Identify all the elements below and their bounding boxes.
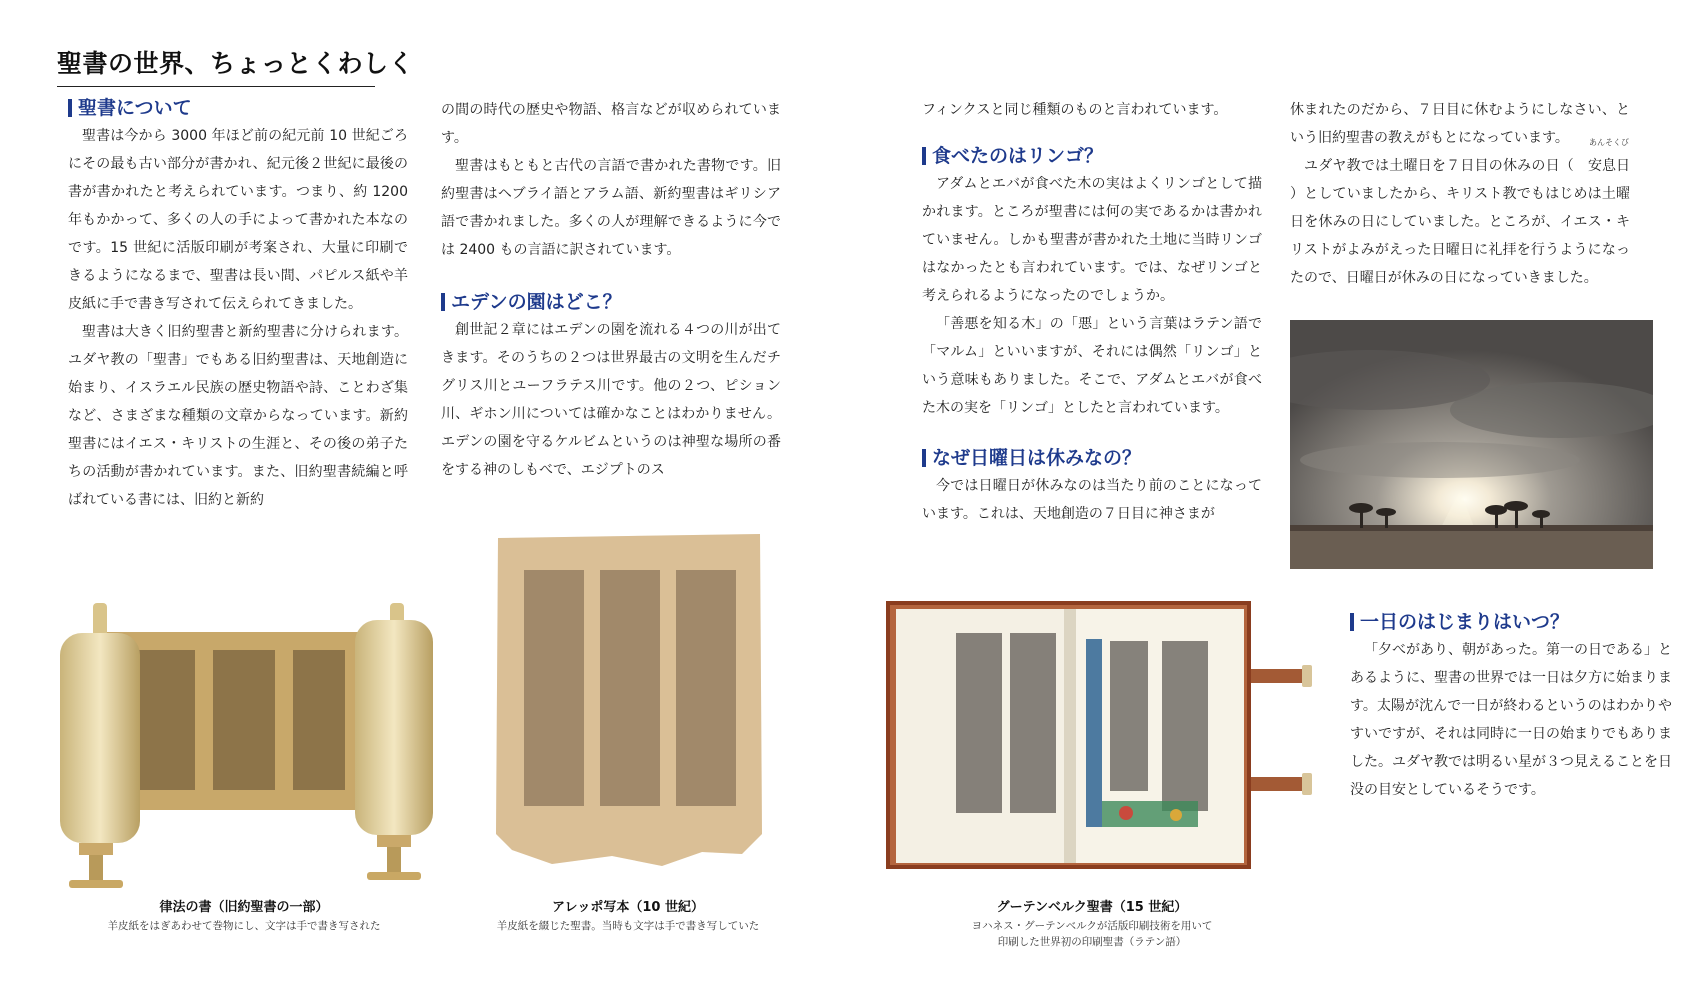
caption-description: 羊皮紙をはぎあわせて巻物にし、文字は手で書き写された (107, 920, 381, 932)
paragraph: の間の時代の歴史や物語、格言などが収められています。 (441, 102, 781, 146)
aleppo-codex-image (492, 534, 764, 869)
caption-description: 羊皮紙を綴じた聖書。当時も文字は手で書き写していた (496, 920, 760, 932)
torah-scroll-image (55, 598, 437, 890)
column-4 (1290, 96, 1630, 292)
paragraph: アダムとエバが食べた木の実はよくリンゴとして描かれます。ところが聖書には何の実であるかは書かれていません。しかも聖書が書かれた土地に当時リンゴはなかったとも言われています。では、なぜリンゴと考えられるようになったのでしょうか。 (922, 176, 1262, 304)
paragraph: 休まれたのだから、７日目に休むようにしなさい、という旧約聖書の教えがもとになっています。 (1290, 102, 1630, 146)
sunset-desert-photo (1290, 320, 1653, 569)
heading-sunday: なぜ日曜日は休みなの？ (922, 444, 1262, 472)
heading-about-bible: 聖書について (68, 94, 408, 122)
paragraph: 聖書はもともと古代の言語で書かれた書物です。旧約聖書はヘブライ語とアラム語、新約聖書はギリシア語で書かれました。多くの人が理解できるように今では 2400 もの言語に訳されています。 (441, 158, 781, 258)
ruby-annotation: 安息日 あんそくび (1588, 138, 1630, 174)
paragraph: 創世記２章にはエデンの園を流れる４つの川が出てきます。そのうちの２つは世界最古の文明を生んだチグリス川とユーフラテス川です。他の２つ、ピション川、ギホン川については確かなことはわかりません。エデンの園を守るケルビムというのは神聖な場所の番をする神のしもべで、エジプトのス (441, 322, 781, 478)
heading-apple: 食べたのはリンゴ？ (922, 142, 1262, 170)
caption-title: グーテンベルク聖書（15 世紀） (996, 900, 1188, 915)
paragraph: 聖書は大きく旧約聖書と新約聖書に分けられます。ユダヤ教の「聖書」でもある旧約聖書は、天地創造に始まり、イスラエル民族の歴史物語や詩、ことわざ集など、さまざまな種類の文章からなっています。新約聖書にはイエス・キリストの生涯と、その後の弟子たちの活動が書かれています。また、旧約聖書続編と呼ばれている書には、旧約と新約 (68, 324, 408, 508)
gutenberg-bible-image (886, 601, 1323, 869)
column-5 (1350, 608, 1672, 804)
paragraph: 「善悪を知る木」の「悪」という言葉はラテン語で「マルム」といいますが、それには偶然「リンゴ」という意味もありました。そこで、アダムとエバが食べた木の実を「リンゴ」としたと言われています。 (922, 316, 1262, 416)
paragraph: ユダヤ教では土曜日を７日目の休みの日（ 安息日 あんそくび ）としていましたから、キリスト教でもはじめは土曜日を休みの日にしていました。ところが、イエス・キリストがよみがえった日曜日に礼拝を行うようになったので、日曜日が休みの日になっていきました。 (1290, 138, 1630, 286)
column-3 (922, 96, 1262, 528)
page-title: 聖書の世界、ちょっとくわしく (57, 44, 375, 87)
paragraph: 聖書は今から 3000 年ほど前の紀元前 10 世紀ごろにその最も古い部分が書かれ、紀元後２世紀に最後の書が書かれたと考えられています。つまり、約 1200 年もかかって、多くの人の手によって書かれた本なのです。15 世紀に活版印刷が考案され、大量に印刷できるようになるまで、聖書は長い間、パピルス紙や羊皮紙に手で書き写されて伝えられてきました。 (68, 128, 408, 312)
caption-aleppo-codex (470, 898, 786, 934)
column-2 (441, 96, 781, 484)
paragraph: 今では日曜日が休みなのは当たり前のことになっています。これは、天地創造の７日目に神さまが (922, 478, 1262, 522)
heading-eden: エデンの園はどこ？ (441, 288, 781, 316)
caption-description: 印刷した世界初の印刷聖書（ラテン語） (997, 936, 1187, 948)
paragraph: 「夕べがあり、朝があった。第一の日である」とあるように、聖書の世界では一日は夕方に始まります。太陽が沈んで一日が終わるというのはわかりやすいですが、それは同時に一日の始まりでもありました。ユダヤ教では明るい星が３つ見えることを日没の目安としているそうです。 (1350, 642, 1672, 798)
caption-title: 律法の書（旧約聖書の一部） (159, 900, 329, 915)
paragraph: フィンクスと同じ種類のものと言われています。 (922, 102, 1228, 118)
heading-day-start: 一日のはじまりはいつ？ (1350, 608, 1672, 636)
caption-title: アレッポ写本（10 世紀） (552, 900, 704, 915)
column-1 (68, 94, 408, 514)
caption-gutenberg-bible (926, 898, 1258, 950)
caption-torah-scroll (70, 898, 418, 934)
caption-description: ヨハネス・グーテンベルクが活版印刷技術を用いて (971, 920, 1213, 932)
